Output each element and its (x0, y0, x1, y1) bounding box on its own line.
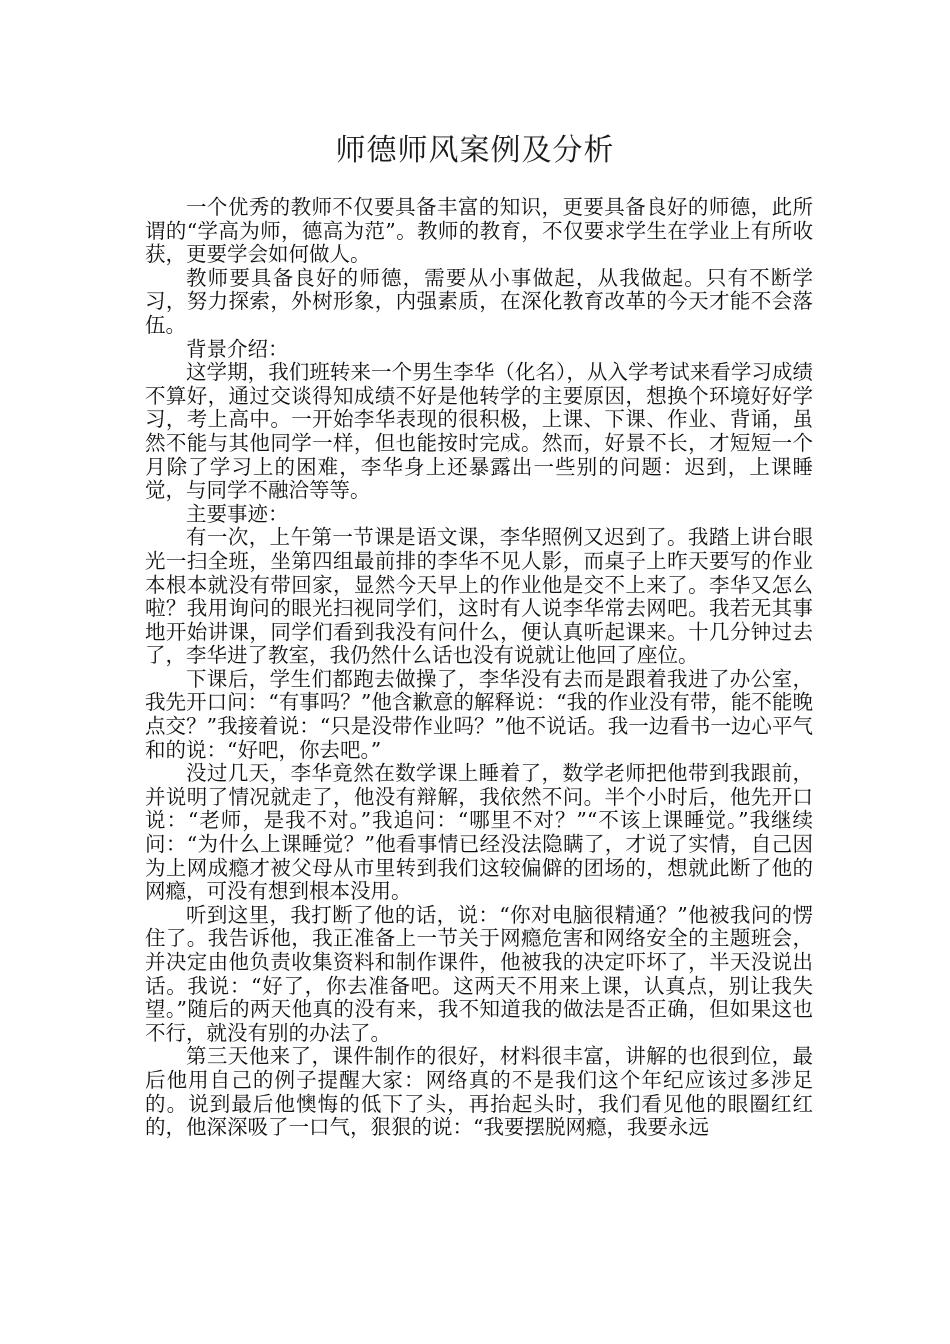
document-title: 师德师风案例及分析 (335, 133, 615, 168)
paragraph-late-to-class: 有一次，上午第一节课是语文课，李华照例又迟到了。我踏上讲台眼光一扫全班，坐第四组最前排的李华不见人影，而桌子上昨天要写的作业本根本就没有带回家，显然今天早上的作业他是交不上来了。李华又怎么啦？我用询问的眼光扫视同学们，这时有人说李华常去网吧。我若无其事地开始讲课，同学们看到我没有问什么，便认真听起课来。十几分钟过去了，李华进了教室，我仍然什么话也没有说就让他回了座位。 (145, 525, 813, 668)
paragraph-background: 这学期，我们班转来一个男生李华（化名），从入学考试来看学习成绩不算好，通过交谈得知成绩不好是他转学的主要原因，想换个环境好好学习，考上高中。一开始李华表现的很积极，上课、下课、作业、背诵，虽然不能与其他同学一样，但也能按时完成。然而，好景不长，才短短一个月除了学习上的困难，李华身上还暴露出一些别的问题：迟到，上课睡觉，与同学不融洽等等。 (145, 360, 813, 503)
section-label-main-events: 主要事迹： (186, 501, 289, 526)
paragraph-after-class: 下课后，学生们都跑去做操了，李华没有去而是跟着我进了办公室，我先开口问：“有事吗？”他含歉意的解释说：“我的作业没有带，能不能晚点交？”我接着说：“只是没带作业吗？”他不说话。我一边看书一边心平气和的说：“好吧，你去吧。” (145, 666, 813, 762)
paragraph-class-meeting: 听到这里，我打断了他的话，说：“你对电脑很精通？”他被我问的愣住了。我告诉他，我正准备上一节关于网瘾危害和网络安全的主题班会，并决定由他负责收集资料和制作课件，他被我的决定吓坏了，半天没说出话。我说：“好了，你去准备吧。这两天不用来上课，认真点，别让我失望。”随后的两天他真的没有来，我不知道我的做法是否正确，但如果这也不行，就没有别的办法了。 (145, 902, 813, 1045)
paragraph-third-day: 第三天他来了，课件制作的很好，材料很丰富，讲解的也很到位，最后他用自己的例子提醒大家：网络真的不是我们这个年纪应该过多涉足的。说到最后他懊悔的低下了头，再抬起头时，我们看见他的眼圈红红的，他深深吸了一口气，狠狠的说：“我要摆脱网瘾，我要永远 (145, 1044, 813, 1140)
paragraph-intro: 一个优秀的教师不仅要具备丰富的知识，更要具备良好的师德，此所谓的“学高为师，德高为范”。教师的教育，不仅要求学生在学业上有所收获，更要学会如何做人。 (145, 195, 813, 267)
paragraph-teacher-ethics: 教师要具备良好的师德，需要从小事做起，从我做起。只有不断学习，努力探索，外树形象，内强素质，在深化教育改革的今天才能不会落伍。 (145, 265, 813, 337)
document-body (145, 196, 813, 1140)
paragraph-sleeping-in-class: 没过几天，李华竟然在数学课上睡着了，数学老师把他带到我跟前，并说明了情况就走了，他没有辩解，我依然不问。半个小时后，他先开口说：“老师，是我不对。”我追问：“哪里不对？”“不该上课睡觉。”我继续问：“为什么上课睡觉？”他看事情已经没法隐瞒了，才说了实情，自己因为上网成瘾才被父母从市里转到我们这较偏僻的团场的，想就此断了他的网瘾，可没有想到根本没用。 (145, 761, 813, 904)
section-label-background: 背景介绍： (186, 336, 289, 361)
